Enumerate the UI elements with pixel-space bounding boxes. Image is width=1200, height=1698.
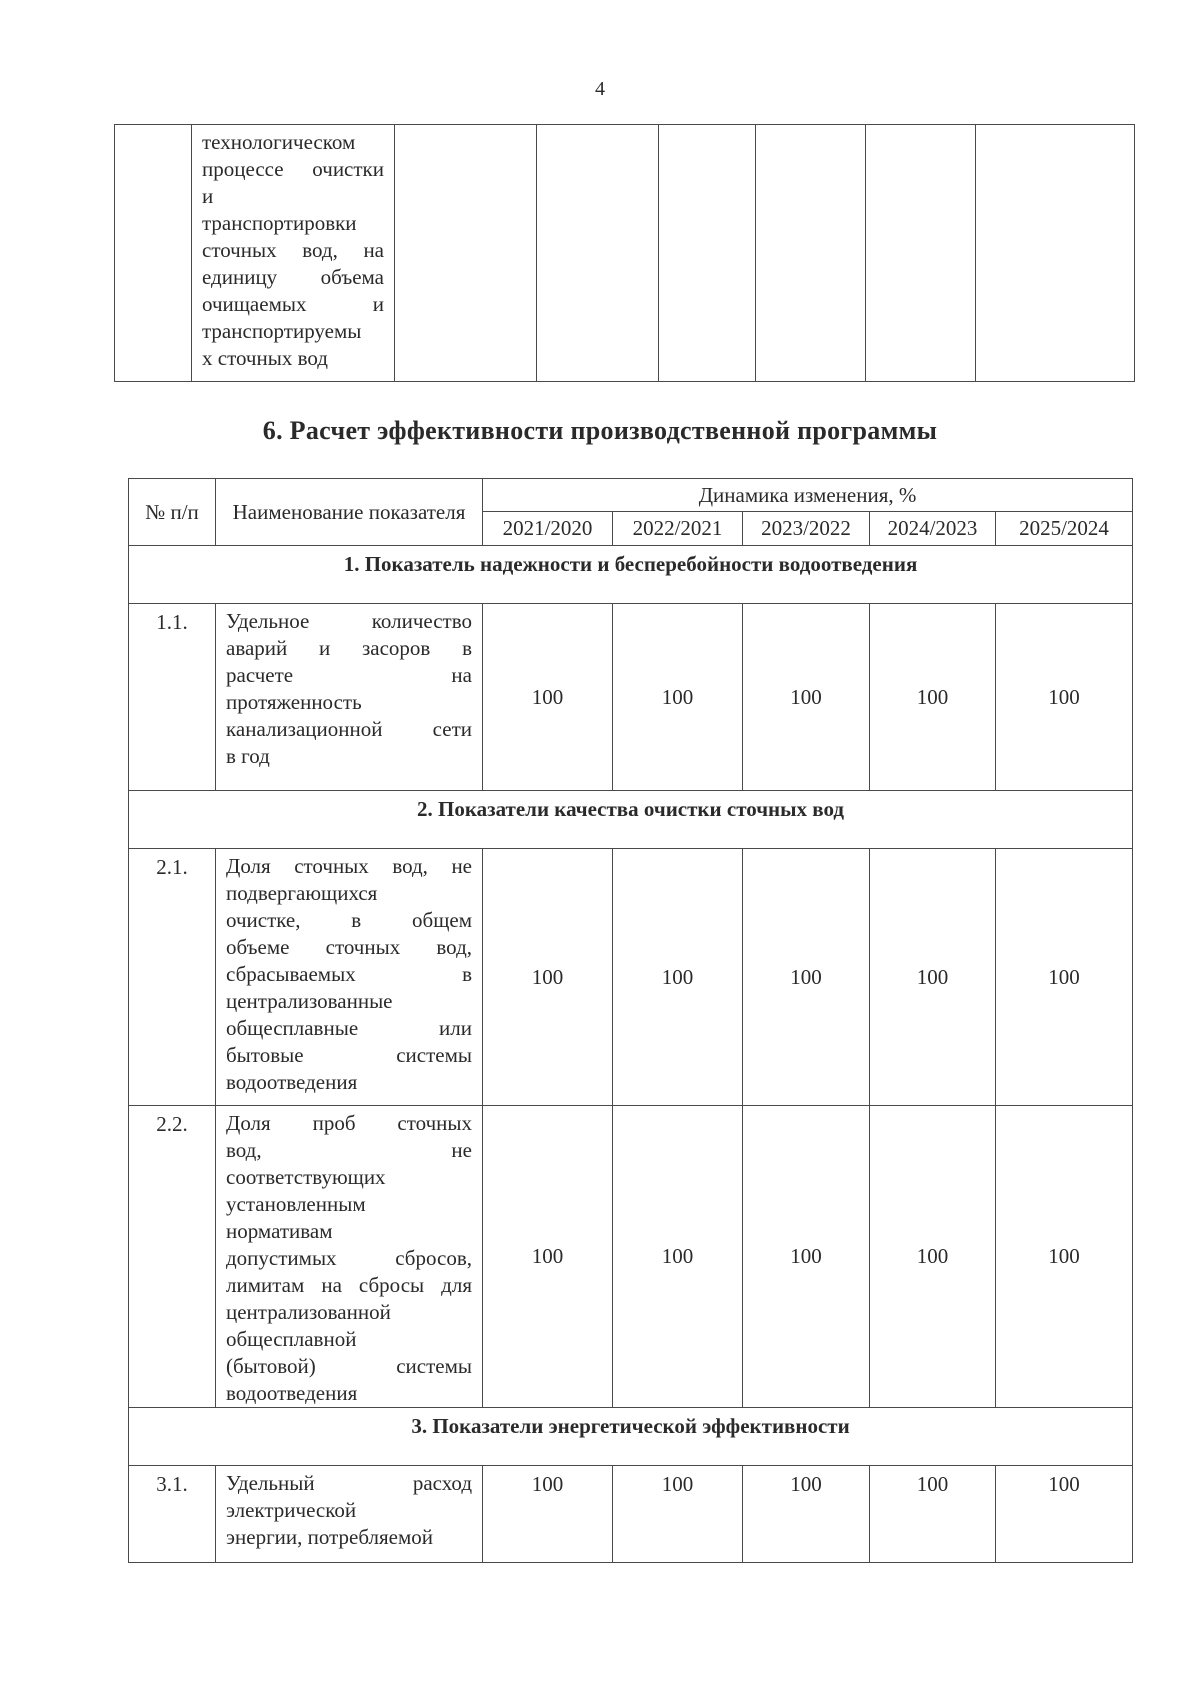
- text-line: водоотведения: [226, 1070, 358, 1094]
- text-line: транспортировки: [202, 211, 357, 235]
- value-cell: 100: [996, 1106, 1133, 1408]
- column-header-name: Наименование показателя: [216, 479, 483, 546]
- group-title: 2. Показатели качества очистки сточных вод: [129, 791, 1133, 849]
- text-line: Доля проб сточных: [226, 1111, 472, 1135]
- table-cell: [115, 125, 192, 382]
- value-cell: 100: [483, 849, 613, 1106]
- table-row: [129, 1106, 1133, 1408]
- column-header-year: 2024/2023: [870, 512, 996, 546]
- table-cell: [866, 125, 976, 382]
- text-line: расчете на: [226, 663, 472, 687]
- text-line: единицу объема: [202, 265, 384, 289]
- text-line: сточных вод, на: [202, 238, 384, 262]
- table-cell: [756, 125, 866, 382]
- text-line: установленным: [226, 1192, 366, 1216]
- value-cell: 100: [613, 1466, 743, 1563]
- text-line: Удельный расход: [226, 1471, 472, 1495]
- text-line: общесплавные или: [226, 1016, 472, 1040]
- row-number: 3.1.: [129, 1466, 216, 1563]
- text-line: в год: [226, 744, 270, 768]
- text-line: и: [202, 184, 214, 208]
- value-cell: 100: [613, 849, 743, 1106]
- column-header-dynamics: Динамика изменения, %: [483, 479, 1133, 512]
- value-cell: 100: [870, 604, 996, 791]
- text-line: технологическом: [202, 130, 356, 154]
- column-header-year: 2023/2022: [743, 512, 870, 546]
- value-cell: 100: [870, 849, 996, 1106]
- text-line: общесплавной: [226, 1327, 357, 1351]
- text-line: очищаемых и: [202, 292, 384, 316]
- text-line: электрической: [226, 1498, 357, 1522]
- value-cell: 100: [743, 604, 870, 791]
- row-number: 1.1.: [129, 604, 216, 791]
- text-line: Доля сточных вод, не: [226, 854, 472, 878]
- value-cell: 100: [870, 1466, 996, 1563]
- text-line: протяженность: [226, 690, 362, 714]
- table-row: [129, 604, 1133, 791]
- continuation-text-cell: [192, 125, 395, 382]
- value-cell: 100: [483, 604, 613, 791]
- text-line: лимитам на сбросы для: [226, 1273, 472, 1297]
- section-title: 6. Расчет эффективности производственной программы: [262, 416, 938, 445]
- value-cell: 100: [483, 1106, 613, 1408]
- table-row: [129, 849, 1133, 1106]
- text-line: водоотведения: [226, 1381, 358, 1405]
- text-line: канализационной сети: [226, 717, 472, 741]
- value-cell: 100: [870, 1106, 996, 1408]
- value-cell: 100: [613, 1106, 743, 1408]
- column-header-number: № п/п: [129, 479, 216, 546]
- table-cell: [976, 125, 1135, 382]
- value-cell: 100: [743, 1466, 870, 1563]
- efficiency-table: [128, 478, 1133, 1563]
- text-line: соответствующих: [226, 1165, 386, 1189]
- text-line: Удельное количество: [226, 609, 472, 633]
- column-header-year: 2022/2021: [613, 512, 743, 546]
- value-cell: 100: [996, 1466, 1133, 1563]
- value-cell: 100: [483, 1466, 613, 1563]
- table-header-row: [129, 479, 1133, 512]
- table-cell: [659, 125, 756, 382]
- group-row: [129, 791, 1133, 849]
- value-cell: 100: [743, 1106, 870, 1408]
- group-row: [129, 546, 1133, 604]
- indicator-name: [216, 1466, 483, 1563]
- text-line: очистке, в общем: [226, 908, 472, 932]
- table-cell: [537, 125, 659, 382]
- text-line: аварий и засоров в: [226, 636, 472, 660]
- group-row: [129, 1408, 1133, 1466]
- row-number: 2.1.: [129, 849, 216, 1106]
- text-line: подвергающихся: [226, 881, 378, 905]
- indicator-name: [216, 849, 483, 1106]
- text-line: сбрасываемых в: [226, 962, 472, 986]
- text-line: процессе очистки: [202, 157, 384, 181]
- text-line: энергии, потребляемой: [226, 1525, 434, 1549]
- column-header-year: 2025/2024: [996, 512, 1133, 546]
- text-line: транспортируемы: [202, 319, 362, 343]
- indicator-name: [216, 604, 483, 791]
- text-line: вод, не: [226, 1138, 472, 1162]
- text-line: х сточных вод: [202, 346, 328, 370]
- value-cell: 100: [996, 849, 1133, 1106]
- text-line: централизованные: [226, 989, 393, 1013]
- table-row: [115, 125, 1135, 382]
- text-line: централизованной: [226, 1300, 391, 1324]
- text-line: нормативам: [226, 1219, 333, 1243]
- value-cell: 100: [996, 604, 1133, 791]
- value-cell: 100: [743, 849, 870, 1106]
- table-row: [129, 1466, 1133, 1563]
- group-title: 3. Показатели энергетической эффективности: [129, 1408, 1133, 1466]
- continuation-table: [114, 124, 1135, 382]
- text-line: допустимых сбросов,: [226, 1246, 472, 1270]
- page-number: 4: [595, 78, 605, 100]
- group-title: 1. Показатель надежности и бесперебойности водоотведения: [129, 546, 1133, 604]
- table-cell: [395, 125, 537, 382]
- column-header-year: 2021/2020: [483, 512, 613, 546]
- indicator-name: [216, 1106, 483, 1408]
- row-number: 2.2.: [129, 1106, 216, 1408]
- text-line: бытовые системы: [226, 1043, 472, 1067]
- value-cell: 100: [613, 604, 743, 791]
- text-line: (бытовой) системы: [226, 1354, 472, 1378]
- text-line: объеме сточных вод,: [226, 935, 472, 959]
